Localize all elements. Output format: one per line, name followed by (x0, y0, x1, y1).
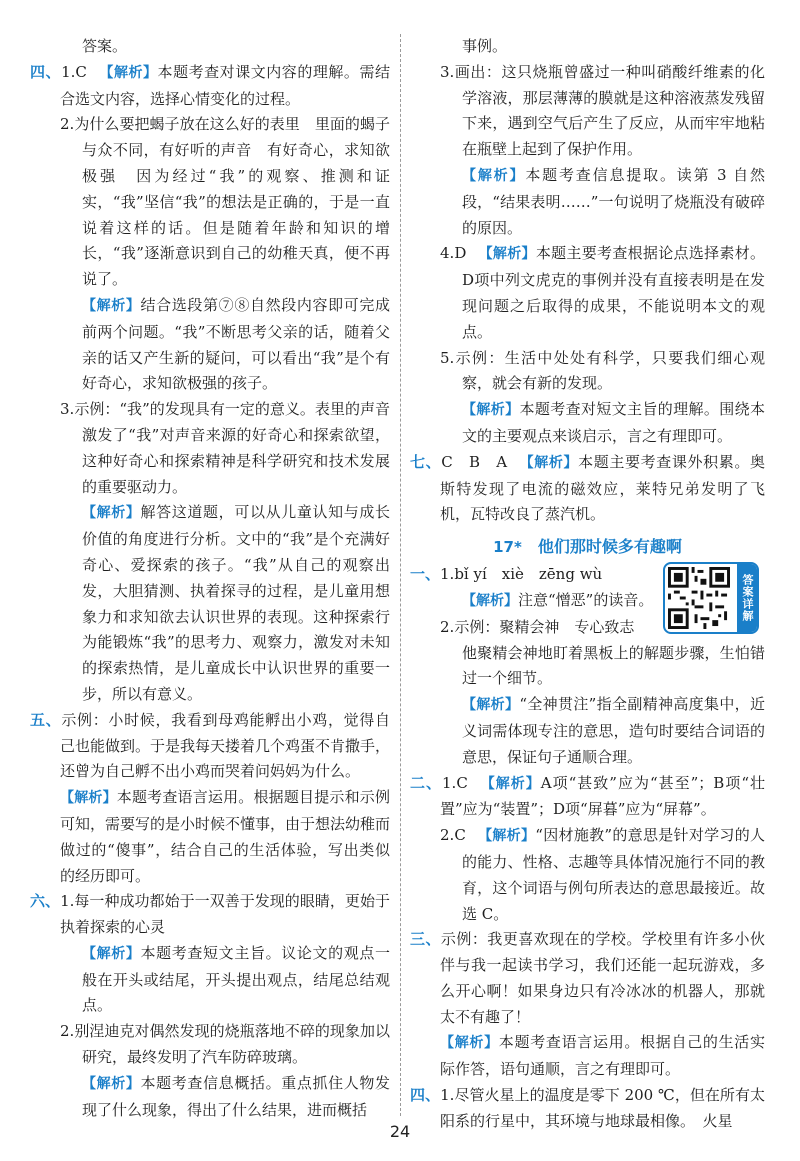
chapter-section-1-q2-sentence: 他聚精会神地盯着黑板上的解题步骤，生怕错过一个细节。 (462, 643, 765, 688)
chapter-heading (410, 534, 765, 558)
answer-text: 示例：“我”的发现具有一定的意义。表里的声音激发了“我”对声音来源的好奇心和探索欲望，这种好奇心和探索精神是科学研究和技术发展的重要驱动力。 (74, 400, 390, 496)
answer-choice: C (456, 773, 468, 792)
chapter-section-2-q1 (410, 771, 765, 824)
question-number: 1. (440, 565, 455, 584)
analysis-tag: 【解析】 (462, 167, 526, 184)
answer-choice: C (75, 62, 87, 81)
question-number: 3. (60, 400, 75, 419)
chapter-section-3 (410, 927, 765, 1030)
section-4-q3 (30, 397, 390, 500)
answer-text: 示例：我更喜欢现在的学校。学校里有许多小伙伴与我一起读书学习，我们还能一起玩游戏，多么开心啊！如果身边只有冷冰冰的机器人，那就太不有趣了！ (440, 930, 765, 1026)
question-number: 4. (440, 244, 455, 263)
answer-text: 画出：这只烧瓶曾盛过一种叫硝酸纤维素的化学溶液，那层薄薄的膜就是这种溶液蒸发残留下来，遇到空气后产生了反应，从而牢牢地粘在瓶壁上起到了保护作用。 (454, 62, 765, 159)
qr-label: 答案详解 (737, 564, 757, 632)
analysis-tag: 【解析】 (479, 775, 541, 792)
right-column (410, 34, 765, 1135)
section-6-q5-analysis (410, 397, 765, 450)
section-6-q1 (30, 889, 390, 941)
answer-choice: C (454, 826, 466, 845)
question-number: 1. (60, 892, 75, 911)
question-number: 1. (440, 1086, 455, 1105)
analysis-text: 本题考查信息提取。读第 3 自然段，“结果表明……”一句说明了烧瓶没有破碎的原因。 (462, 165, 765, 237)
analysis-tag: 【解析】 (462, 592, 518, 609)
section-marker: 二、 (410, 773, 442, 792)
analysis-text: 结合选段第⑦⑧自然段内容即可完成前两个问题。“我”不断思考父亲的话，随着父亲的话又产生新的疑问，可以看出“我”是个有好奇心，求知欲极强的孩子。 (82, 295, 390, 393)
analysis-text: 本题考查对短文主旨的理解。围绕本文的主要观点来谈启示，言之有理即可。 (462, 400, 766, 445)
analysis-text: 本题考查语言运用。根据题目提示和示例可知，需要写的是小时候不懂事，由于想法幼稚而做过的“傻事”，结合自己的生活体验，写出类似的经历即可。 (60, 788, 391, 885)
analysis-text: 注意“憎恶”的读音。 (518, 590, 654, 609)
section-4-q3-analysis (30, 500, 390, 707)
section-6-q1-analysis (30, 941, 390, 1019)
section-marker: 三、 (410, 930, 441, 949)
analysis-tag: 【解析】 (462, 697, 520, 714)
chapter-section-1-q2 (410, 615, 765, 641)
question-number: 2. (60, 1022, 75, 1041)
section-marker: 六、 (30, 892, 61, 911)
section-6-q3-analysis (410, 163, 765, 241)
answer-text: 为什么要把蝎子放在这么好的表里 里面的蝎子与众不同，有好听的声音 有好奇心，求知欲极强 因为经过“我”的观察、推测和证实，“我”坚信“我”的想法是正确的，于是一直说着这样的话。但是随着年龄和知识的增长，“我”逐渐意识到自己的幼稚天真，便不再说了。 (74, 115, 390, 289)
section-6-q2-analysis (30, 1071, 390, 1124)
column-divider (400, 34, 401, 1116)
section-7 (410, 450, 765, 528)
section-marker: 四、 (30, 62, 62, 81)
section-5-analysis (30, 785, 390, 889)
analysis-text: 解答这道题，可以从儿童认知与成长价值的角度进行分析。文中的“我”是个充满好奇心、爱探索的孩子。“我”从自己的观察出发，大胆猜测、执着探寻的过程，是儿童用想象力和求知欲去认识世界的表现。这种探索行为能锻炼“我”的思考力、观察力，激发对未知的探索热情，是儿童成长中认识世界的重要一步，所以有意义。 (82, 503, 390, 703)
analysis-text: A项“甚致”应为“甚至”；B项“壮置”应为“装置”；D项“屏暮”应为“屏幕”。 (440, 773, 765, 819)
section-marker: 四、 (410, 1086, 441, 1105)
page-number: 24 (389, 1122, 411, 1141)
chapter-section-1-q1 (410, 562, 765, 588)
analysis-tag: 【解析】 (478, 246, 536, 263)
question-number: 2. (440, 617, 455, 636)
answer-text: 尽管火星上的温度是零下 200 ℃，但在所有太阳系的行星中，其环境与地球最相像。 火星 (440, 1086, 765, 1130)
chapter-section-1-q1-analysis (410, 588, 765, 615)
answer-choices: C B A (441, 452, 508, 471)
section-6-q2 (30, 1019, 390, 1071)
analysis-tag: 【解析】 (98, 64, 158, 81)
chapter-number: 17* (493, 538, 522, 557)
section-6-q5 (410, 346, 765, 398)
analysis-text: “全神贯注”指全副精神高度集中，近义词需体现专注的意思，造句时要结合词语的意思，保证句子通顺合理。 (462, 695, 766, 766)
chapter-title: 他们那时候多有趣啊 (537, 537, 682, 557)
analysis-text: 本题考查对课文内容的理解。需结合选文内容，选择心情变化的过程。 (60, 62, 390, 108)
section-4-q2 (30, 112, 390, 293)
answer-text: 示例：小时候，我看到母鸡能孵出小鸡，觉得自己也能做到。于是我每天搂着几个鸡蛋不肯撒手，还曾为自己孵不出小鸡而哭着问妈妈为什么。 (60, 710, 391, 781)
question-number: 2. (440, 826, 455, 845)
question-number: 3. (440, 62, 455, 81)
analysis-tag: 【解析】 (477, 828, 536, 845)
analysis-text: 本题考查信息概括。重点抓住人物发现了什么现象，得出了什么结果，进而概括 (82, 1073, 390, 1119)
analysis-tag: 【解析】 (462, 402, 520, 419)
analysis-text: 本题考查语言运用。根据自己的生活实际作答，语句通顺，言之有理即可。 (440, 1033, 765, 1079)
analysis-tag: 【解析】 (82, 1075, 141, 1092)
analysis-text: “因材施教”的意思是针对学习的人的能力、性格、志趣等具体情况施行不同的教育，这个词语与例句所表达的意思最接近。故选 C。 (462, 826, 765, 923)
chapter-body (410, 562, 765, 640)
answer-text: 每一种成功都始于一双善于发现的眼睛，更始于执着探索的心灵 (60, 892, 390, 937)
analysis-text: 本题主要考查课外积累。奥斯特发现了电流的磁效应，莱特兄弟发明了飞机，瓦特改良了蒸汽机。 (440, 452, 765, 524)
left-column (30, 34, 390, 1123)
answer-choice: D (454, 244, 467, 263)
analysis-tag: 【解析】 (82, 297, 141, 314)
section-5 (30, 708, 390, 785)
answer-text: 示例：生活中处处有科学，只要我们细心观察，就会有新的发现。 (454, 348, 765, 393)
section-4-q1 (30, 60, 390, 113)
chapter-section-3-analysis (410, 1030, 765, 1083)
question-number: 2. (60, 115, 75, 134)
question-number: 1. (442, 773, 457, 792)
continued-text: 答案。 (82, 37, 128, 55)
chapter-section-1-q2-analysis (410, 692, 765, 770)
analysis-text: 本题主要考查根据论点选择素材。D项中列文虎克的事例并没有直接表明是在发现问题之后取得的成果，不能说明本文的观点。 (462, 244, 765, 341)
analysis-tag: 【解析】 (82, 945, 141, 962)
question-number: 1. (61, 62, 76, 81)
pinyin-answer: bǐ yí xiè zēng wù (454, 565, 603, 584)
answer-text: 别涅迪克对偶然发现的烧瓶落地不碎的现象加以研究，最终发明了汽车防碎玻璃。 (74, 1022, 390, 1067)
section-6-q4 (410, 241, 765, 345)
chapter-section-2-q2 (410, 823, 765, 927)
analysis-tag: 【解析】 (519, 454, 579, 471)
analysis-tag: 【解析】 (60, 790, 117, 807)
continued-text: 事例。 (462, 37, 508, 55)
section-marker: 七、 (410, 452, 442, 471)
analysis-tag: 【解析】 (440, 1035, 499, 1052)
answer-text: 示例：聚精会神 专心致志 (454, 617, 635, 636)
question-number: 5. (440, 348, 455, 367)
analysis-text: 本题考查短文主旨。议论文的观点一般在开头或结尾，开头提出观点，结尾总结观点。 (82, 943, 390, 1015)
section-marker: 五、 (30, 710, 62, 729)
section-4-q2-analysis (30, 293, 390, 397)
analysis-tag: 【解析】 (82, 505, 141, 522)
section-marker: 一、 (410, 565, 441, 584)
section-6-q3 (410, 60, 765, 163)
